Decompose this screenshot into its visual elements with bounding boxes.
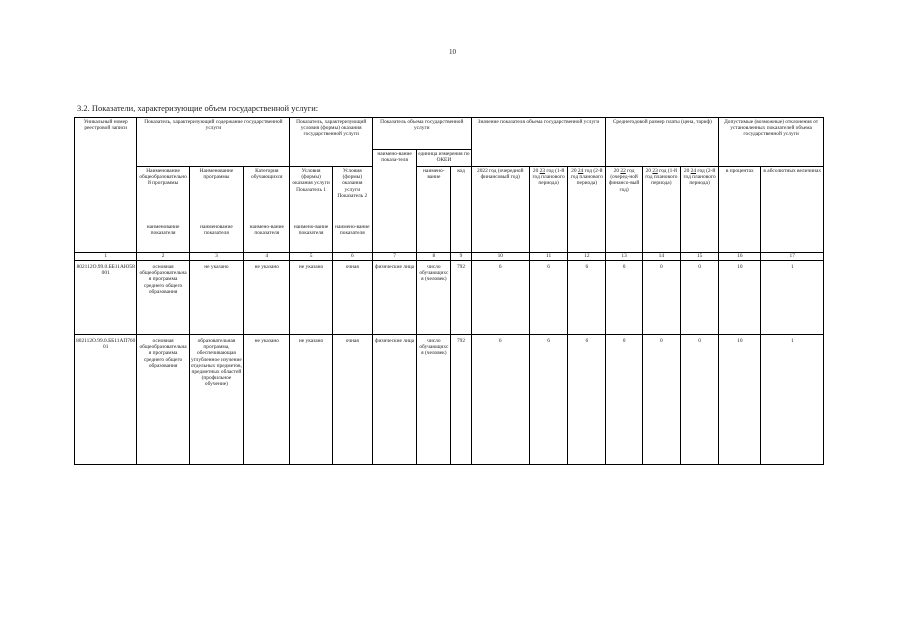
column-number: 16 xyxy=(719,253,761,261)
column-number: 4 xyxy=(244,253,290,261)
header-year-2023: 20 23 год (1-й год планового периода) xyxy=(529,167,567,253)
header-deviations: Допустимые (возможные) отклонения от установленных показателей объема государственной услуги xyxy=(719,118,824,167)
header-sub-name-4: наимено-вание показателя xyxy=(290,223,332,253)
header-sub-name-3: наимено-вание показателя xyxy=(244,223,290,253)
header-avg-fee: Среднегодовой размер платы (цена, тариф) xyxy=(606,118,719,167)
header-fee-2022: 20 22 год (очеред-ной финансо-вый год) xyxy=(606,167,642,253)
header-fee-2023: 20 23 год (1-й год планового периода) xyxy=(642,167,680,253)
header-volume-value: Значение показателя объема государственной услуги xyxy=(471,118,606,167)
page-number: 10 xyxy=(449,48,456,56)
table-cell: не указано xyxy=(290,261,332,335)
table-cell: 6 xyxy=(568,335,606,465)
table-cell: 0 xyxy=(680,335,718,465)
table-cell: 6 xyxy=(471,261,529,335)
column-number: 13 xyxy=(606,253,642,261)
header-in-percent: в процентах xyxy=(719,167,761,253)
header-sub-name-2: наименование показателя xyxy=(189,223,243,253)
header-edu-program-name: Наименование общеобразовательной программы xyxy=(137,167,189,223)
header-volume-indicator: Показатель объема государственной услуги xyxy=(372,118,471,150)
header-sub-name-1: наименование показателя xyxy=(137,223,189,253)
table-cell: образовательная программа, обеспечивающая углубленное изучение отдельных предметов, предметных областей (профильное обучение) xyxy=(189,335,243,465)
table-cell: 10 xyxy=(719,335,761,465)
section-heading: 3.2. Показатели, характеризующие объем государственной услуги: xyxy=(77,103,319,113)
header-fee-2024: 20 24 год (2-й год планового периода) xyxy=(680,167,718,253)
table-cell: 1 xyxy=(761,335,824,465)
column-number: 2 xyxy=(137,253,189,261)
table-cell: очная xyxy=(332,261,372,335)
column-number: 6 xyxy=(332,253,372,261)
table-cell: число обучающихся (человек) xyxy=(417,261,451,335)
column-number: 7 xyxy=(372,253,416,261)
column-number-row xyxy=(75,253,824,261)
column-number: 1 xyxy=(75,253,137,261)
table-cell: 10 xyxy=(719,261,761,335)
table-cell: 802112О.99.0.ББ11АЮ58001 xyxy=(75,261,137,335)
column-number: 10 xyxy=(471,253,529,261)
header-row-1 xyxy=(75,118,824,150)
header-unit-name: наимено-вание xyxy=(417,167,451,253)
table-cell: 6 xyxy=(529,335,567,465)
header-unit-code: код xyxy=(451,167,471,253)
table-cell: 792 xyxy=(451,335,471,465)
table-cell: очная xyxy=(332,335,372,465)
table-cell: 0 xyxy=(680,261,718,335)
column-number: 17 xyxy=(761,253,824,261)
header-year-2022: 2022 год (очередной финансовый год) xyxy=(471,167,529,253)
header-unit-okei: единица измерения по ОКЕИ xyxy=(417,150,471,167)
table-cell: не указано xyxy=(244,335,290,465)
table-cell: 0 xyxy=(642,335,680,465)
column-number: 12 xyxy=(568,253,606,261)
header-student-category: Категория обучающихся xyxy=(244,167,290,223)
header-content-indicator: Показатель, характеризующий содержание государственной услуги xyxy=(137,118,290,167)
table-cell: не указано xyxy=(244,261,290,335)
header-row-3 xyxy=(75,167,824,223)
table-row xyxy=(75,261,824,335)
header-conditions-1: Условия (формы) оказания услуги Показатель 1 xyxy=(290,167,332,223)
table-cell: 0 xyxy=(606,335,642,465)
table-cell: 6 xyxy=(529,261,567,335)
table-cell: 792 xyxy=(451,261,471,335)
header-conditions-indicator: Показатель, характеризующий условия (формы) оказания государственной услуги xyxy=(290,118,373,167)
column-number: 14 xyxy=(642,253,680,261)
table-row xyxy=(75,335,824,465)
table-cell: число обучающихся (человек) xyxy=(417,335,451,465)
table-cell: физические лица xyxy=(372,261,416,335)
table-cell: физические лица xyxy=(372,335,416,465)
table-cell: 6 xyxy=(471,335,529,465)
table-cell: 0 xyxy=(606,261,642,335)
column-number: 3 xyxy=(189,253,243,261)
header-in-absolute: в абсолютных величинах xyxy=(761,167,824,253)
header-year-2024: 20 24 год (2-й год планового периода) xyxy=(568,167,606,253)
table-cell: 0 xyxy=(642,261,680,335)
table-cell: основная общеобразовательная программа среднего общего образования xyxy=(137,335,189,465)
table-cell: основная общеобразовательная программа среднего общего образования xyxy=(137,261,189,335)
column-number: 15 xyxy=(680,253,718,261)
header-reg-number: Уникальный номер реестровой записи xyxy=(75,118,137,253)
header-indicator-name: наимено-вание показа-теля xyxy=(372,150,416,253)
header-conditions-2: Условия (формы) оказания услуги Показатель 2 xyxy=(332,167,372,223)
table-cell: не указано xyxy=(189,261,243,335)
header-program-name: Наименование программы xyxy=(189,167,243,223)
column-number: 5 xyxy=(290,253,332,261)
table-cell: 1 xyxy=(761,261,824,335)
volume-indicators-table xyxy=(74,117,824,465)
column-number: 11 xyxy=(529,253,567,261)
table-cell: 6 xyxy=(568,261,606,335)
table-cell: не указано xyxy=(290,335,332,465)
column-number: 8 xyxy=(417,253,451,261)
table-cell: 802112О.99.0.ББ11АП76001 xyxy=(75,335,137,465)
header-sub-name-5: наимено-вание показателя xyxy=(332,223,372,253)
column-number: 9 xyxy=(451,253,471,261)
